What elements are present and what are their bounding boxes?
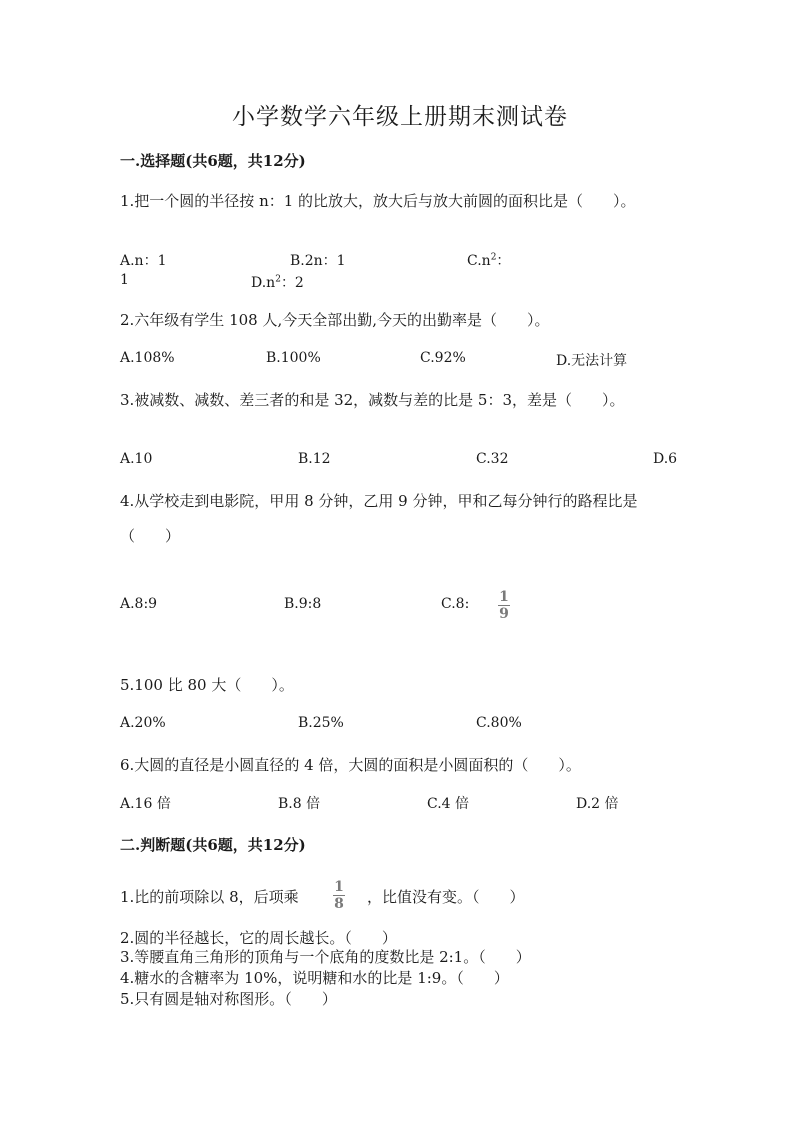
- q6-option-a: A.16 倍: [120, 796, 171, 812]
- q5-option-a: A.20%: [120, 715, 166, 731]
- question-1-text: 1.把一个圆的半径按 n：1 的比放大，放大后与放大前圆的面积比是（ ）。: [120, 192, 636, 210]
- q5-option-b: B.25%: [298, 715, 344, 731]
- q3-option-c: C.32: [476, 451, 509, 467]
- q5-option-c: C.80%: [476, 715, 522, 731]
- fraction-numerator: 1: [499, 589, 509, 605]
- q2-option-c: C.92%: [420, 350, 466, 366]
- tf-item-2: 2.圆的半径越长，它的周长越长。（ ）: [120, 929, 397, 947]
- q4-option-c-fraction: [498, 590, 510, 621]
- fraction-numerator: 1: [334, 879, 344, 895]
- q1-option-d: $D.n^2$：2: [251, 274, 304, 291]
- question-4-text-continued: （ ）: [120, 527, 181, 545]
- q4-option-a: A.8:9: [120, 596, 158, 612]
- tf-item-4: 4.糖水的含糖率为 10%，说明糖和水的比是 1:9。（ ）: [120, 969, 509, 987]
- q6-option-b: B.8 倍: [278, 796, 321, 812]
- page-title: 小学数学六年级上册期末测试卷: [232, 104, 568, 130]
- q2-option-a: A.108%: [120, 350, 175, 366]
- q2-option-b: B.100%: [266, 350, 321, 366]
- q2-option-d: D.无法计算: [556, 353, 628, 369]
- question-6-text: 6.大圆的直径是小圆直径的 4 倍，大圆的面积是小圆面积的（ ）。: [120, 756, 581, 774]
- q4-option-b: B.9:8: [284, 596, 322, 612]
- q1-option-c: $C.n^2$：: [467, 252, 511, 269]
- fraction-denominator: 9: [499, 606, 509, 622]
- question-5-text: 5.100 比 80 大（ ）。: [120, 676, 294, 694]
- tf-item-1-after: ，比值没有变。（ ）: [367, 888, 525, 906]
- tf-item-3: 3.等腰直角三角形的顶角与一个底角的度数比是 2:1。（ ）: [120, 948, 531, 966]
- q6-option-c: C.4 倍: [427, 796, 470, 812]
- section-heading-true-false: 二.判断题(共6题，共12分): [120, 836, 306, 854]
- q4-option-c: C.8:: [441, 596, 470, 612]
- q6-option-d: D.2 倍: [576, 796, 619, 812]
- section-heading-choice: 一.选择题(共6题，共12分): [120, 152, 306, 170]
- question-4-text: 4.从学校走到电影院，甲用 8 分钟，乙用 9 分钟，甲和乙每分钟行的路程比是: [120, 492, 638, 510]
- q3-option-a: A.10: [120, 451, 153, 467]
- q3-option-b: B.12: [298, 451, 331, 467]
- tf-item-1-fraction: [333, 880, 345, 911]
- tf-item-1-before: 1.比的前项除以 8，后项乘: [120, 888, 299, 906]
- q3-option-d: D.6: [653, 451, 678, 467]
- question-3-text: 3.被减数、减数、差三者的和是 32，减数与差的比是 5：3，差是（ ）。: [120, 391, 625, 409]
- q1-option-c-continued: 1: [120, 272, 129, 288]
- fraction-denominator: 8: [334, 896, 344, 912]
- question-2-text: 2.六年级有学生 108 人,今天全部出勤,今天的出勤率是（ ）。: [120, 311, 550, 329]
- q1-option-b: B.2n：1: [290, 253, 346, 269]
- tf-item-5: 5.只有圆是轴对称图形。（ ）: [120, 990, 337, 1008]
- q1-option-a: A.n：1: [120, 253, 167, 269]
